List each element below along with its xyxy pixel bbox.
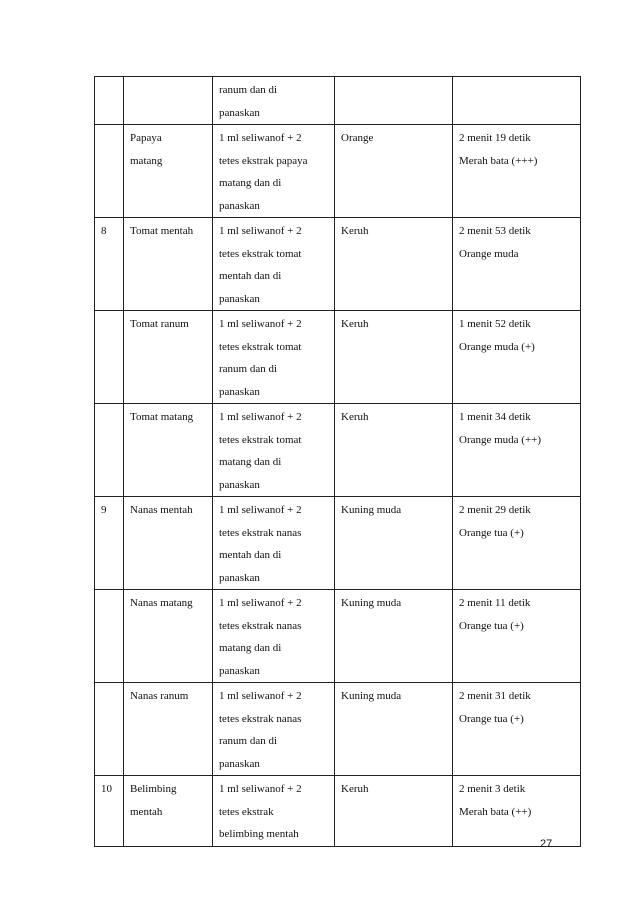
cell-initial-color: [335, 218, 453, 311]
cell-treatment: [213, 404, 335, 497]
cell-number: [95, 683, 124, 776]
cell-text-line: matang dan di: [219, 456, 282, 468]
cell-treatment: [213, 776, 335, 847]
cell-text-line: Keruh: [341, 783, 369, 795]
cell-text-line: Orange: [341, 132, 374, 144]
cell-treatment: [213, 125, 335, 218]
cell-text-line: Orange tua (+): [459, 526, 524, 539]
cell-text-line: Nanas ranum: [130, 690, 189, 702]
cell-text-line: Belimbing: [130, 783, 177, 795]
cell-result: [453, 683, 581, 776]
cell-text-line: 2 menit 11 detik: [459, 597, 531, 609]
cell-text-line: 1 ml seliwanof + 2: [219, 411, 302, 423]
cell-text-line: panaskan: [219, 757, 260, 770]
cell-text-line: mentah dan di: [219, 549, 282, 561]
cell-text-line: 1 ml seliwanof + 2: [219, 504, 302, 516]
cell-text-line: panaskan: [219, 385, 260, 398]
cell-initial-color: [335, 311, 453, 404]
cell-result: [453, 77, 581, 125]
cell-treatment: [213, 497, 335, 590]
cell-text-line: Orange muda (+): [459, 340, 535, 353]
cell-text-line: panaskan: [219, 571, 260, 584]
cell-text-line: 1 menit 52 detik: [459, 318, 531, 330]
cell-initial-color: [335, 404, 453, 497]
table-row: [95, 404, 581, 497]
cell-text-line: 1 ml seliwanof + 2: [219, 690, 302, 702]
cell-text-line: Kuning muda: [341, 690, 402, 702]
cell-result: [453, 497, 581, 590]
cell-initial-color: [335, 590, 453, 683]
cell-text-line: Keruh: [341, 318, 369, 330]
cell-number: [95, 404, 124, 497]
cell-text-line: Nanas mentah: [130, 504, 193, 516]
cell-initial-color: [335, 497, 453, 590]
table-row: [95, 776, 581, 847]
cell-text-line: tetes ekstrak nanas: [219, 619, 302, 632]
cell-initial-color: [335, 683, 453, 776]
cell-sample: [124, 776, 213, 847]
cell-text-line: 1 ml seliwanof + 2: [219, 225, 302, 237]
cell-sample: [124, 125, 213, 218]
cell-text-line: matang dan di: [219, 177, 282, 189]
cell-treatment: [213, 218, 335, 311]
cell-text-line: Orange tua (+): [459, 712, 524, 725]
cell-text-line: tetes ekstrak tomat: [219, 433, 302, 446]
results-table: [94, 76, 581, 847]
cell-text-line: ranum dan di: [219, 735, 278, 747]
cell-treatment: [213, 590, 335, 683]
cell-result: [453, 590, 581, 683]
cell-result: [453, 218, 581, 311]
cell-text-line: 1 ml seliwanof + 2: [219, 783, 302, 795]
cell-sample: [124, 404, 213, 497]
table-row: [95, 77, 581, 125]
cell-text-line: tetes ekstrak tomat: [219, 247, 302, 260]
cell-text-line: tetes ekstrak tomat: [219, 340, 302, 353]
cell-text-line: mentah dan di: [219, 270, 282, 282]
cell-text-line: 2 menit 31 detik: [459, 690, 531, 702]
cell-text-line: panaskan: [219, 478, 260, 491]
cell-text-line: Tomat ranum: [130, 318, 189, 330]
cell-number: 9: [95, 497, 124, 590]
table-row: [95, 125, 581, 218]
cell-sample: [124, 311, 213, 404]
cell-text-line: Papaya: [130, 132, 162, 144]
cell-text-line: Keruh: [341, 411, 369, 423]
page-number: 27: [540, 838, 553, 850]
cell-text-line: Orange muda (++): [459, 433, 542, 446]
cell-text-line: belimbing mentah: [219, 828, 299, 840]
cell-text-line: mentah: [130, 805, 163, 818]
cell-text-line: 1 menit 34 detik: [459, 411, 531, 423]
cell-number: [95, 125, 124, 218]
cell-text-line: Keruh: [341, 225, 369, 237]
cell-treatment: [213, 77, 335, 125]
cell-text-line: Orange muda: [459, 247, 519, 260]
cell-text-line: ranum dan di: [219, 363, 278, 375]
cell-text-line: 1 ml seliwanof + 2: [219, 318, 302, 330]
table-row: [95, 497, 581, 590]
cell-number: [95, 311, 124, 404]
cell-text-line: tetes ekstrak papaya: [219, 154, 308, 167]
cell-result: [453, 776, 581, 847]
cell-text-line: 2 menit 3 detik: [459, 783, 526, 795]
cell-text-line: Kuning muda: [341, 504, 402, 516]
cell-text-line: matang: [130, 154, 163, 167]
cell-sample: [124, 497, 213, 590]
cell-text-line: 1 ml seliwanof + 2: [219, 132, 302, 144]
cell-result: [453, 311, 581, 404]
cell-initial-color: [335, 77, 453, 125]
table-row: [95, 218, 581, 311]
cell-text-line: Tomat matang: [130, 411, 194, 423]
cell-text-line: Orange tua (+): [459, 619, 524, 632]
cell-result: [453, 125, 581, 218]
cell-text-line: 1 ml seliwanof + 2: [219, 597, 302, 609]
cell-text-line: ranum dan di: [219, 84, 278, 96]
cell-text-line: matang dan di: [219, 642, 282, 654]
cell-sample: [124, 683, 213, 776]
cell-text-line: 2 menit 29 detik: [459, 504, 531, 516]
cell-text-line: Merah bata (++): [459, 805, 532, 818]
cell-result: [453, 404, 581, 497]
table-row: [95, 590, 581, 683]
cell-number: [95, 590, 124, 683]
cell-text-line: tetes ekstrak: [219, 805, 274, 818]
table-row: [95, 311, 581, 404]
cell-text-line: Tomat mentah: [130, 225, 194, 237]
cell-text-line: 2 menit 53 detik: [459, 225, 531, 237]
results-table-body: [95, 77, 581, 847]
cell-text-line: panaskan: [219, 664, 260, 677]
cell-text-line: panaskan: [219, 106, 260, 119]
cell-text-line: panaskan: [219, 199, 260, 212]
cell-text-line: Kuning muda: [341, 597, 402, 609]
cell-initial-color: [335, 776, 453, 847]
cell-text-line: Merah bata (+++): [459, 154, 538, 167]
table-row: [95, 683, 581, 776]
cell-number: 8: [95, 218, 124, 311]
cell-text-line: panaskan: [219, 292, 260, 305]
cell-number: [95, 77, 124, 125]
cell-number: 10: [95, 776, 124, 847]
cell-text-line: Nanas matang: [130, 597, 193, 609]
cell-sample: [124, 218, 213, 311]
cell-text-line: tetes ekstrak nanas: [219, 526, 302, 539]
cell-sample: [124, 77, 213, 125]
cell-treatment: [213, 311, 335, 404]
cell-text-line: 2 menit 19 detik: [459, 132, 531, 144]
cell-text-line: tetes ekstrak nanas: [219, 712, 302, 725]
cell-initial-color: [335, 125, 453, 218]
cell-treatment: [213, 683, 335, 776]
cell-sample: [124, 590, 213, 683]
